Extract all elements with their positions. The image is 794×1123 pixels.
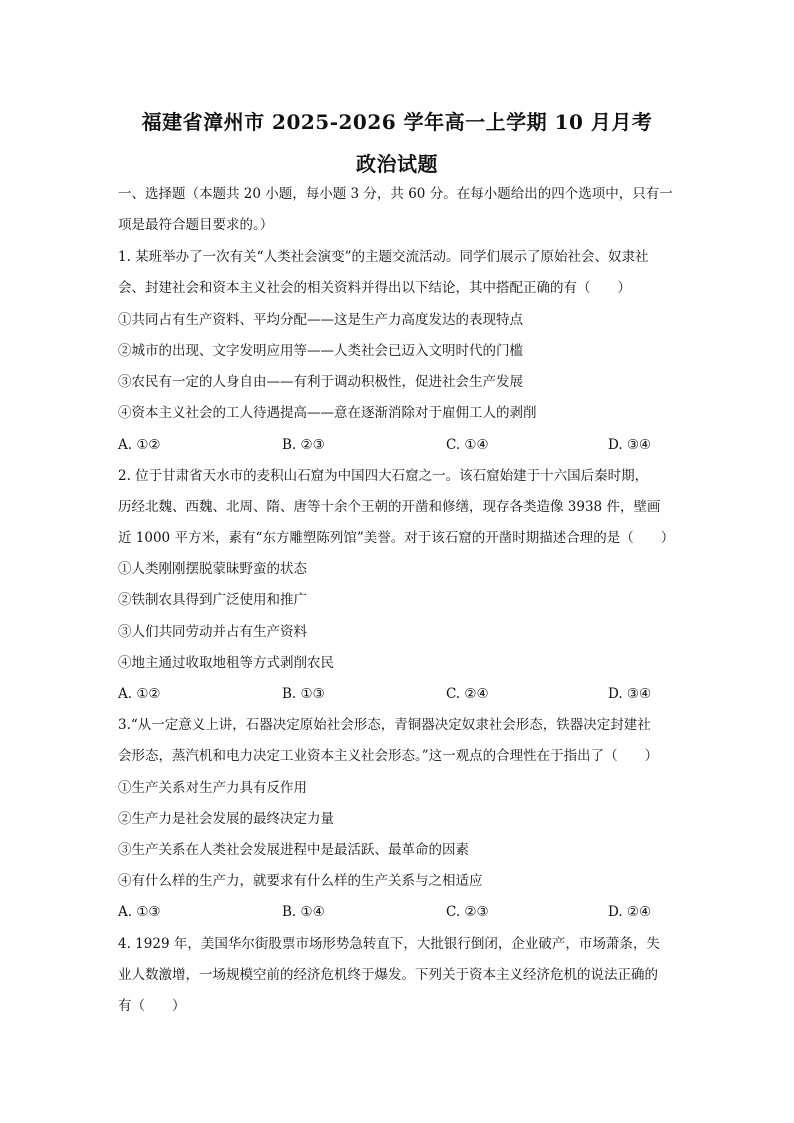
question-stem: 2. 位于甘肃省天水市的麦积山石窟为中国四大石窟之一。该石窟始建于十六国后秦时期， — [118, 468, 649, 484]
option-c[interactable]: C. ②④ — [446, 686, 489, 702]
option-a[interactable]: A. ①② — [118, 686, 161, 702]
exam-subtitle: 政治试题 — [356, 152, 438, 176]
question-stem: 4. 1929 年，美国华尔街股票市场形势急转直下，大批银行倒闭，企业破产，市场萧条，失 — [118, 936, 660, 952]
question-statement: ④资本主义社会的工人待遇提高——意在逐渐消除对于雇佣工人的剥削 — [118, 405, 537, 421]
question-statement: ①共同占有生产资料、平均分配——这是生产力高度发达的表现特点 — [118, 312, 523, 328]
question-stem: 会形态，蒸汽机和电力决定工业资本主义社会形态。”这一观点的合理性在于指出了（ ） — [118, 748, 659, 764]
question-stem: 历经北魏、西魏、北周、隋、唐等十余个王朝的开凿和修缮，现存各类造像 3938 件，壁画 — [118, 499, 661, 515]
answer-options — [118, 436, 678, 454]
question-stem: 3.“从一定意义上讲，石器决定原始社会形态，青铜器决定奴隶社会形态，铁器决定封建社 — [118, 717, 651, 733]
option-d[interactable]: D. ③④ — [608, 686, 652, 702]
option-b[interactable]: B. ①③ — [282, 686, 325, 702]
question-statement: ②生产力是社会发展的最终决定力量 — [118, 811, 334, 827]
question-statement: ②城市的出现、文字发明应用等——人类社会已迈入文明时代的门槛 — [118, 343, 523, 359]
answer-options — [118, 903, 678, 921]
option-b[interactable]: B. ②③ — [282, 437, 325, 453]
question-statement: ①人类刚刚摆脱蒙昧野蛮的状态 — [118, 561, 307, 577]
question-statement: ①生产关系对生产力具有反作用 — [118, 780, 307, 796]
section-instruction: 项是最符合题目要求的。） — [118, 217, 274, 233]
question-statement: ④有什么样的生产力，就要求有什么样的生产关系与之相适应 — [118, 873, 483, 889]
option-c[interactable]: C. ①④ — [446, 437, 489, 453]
exam-title: 福建省漳州市 2025-2026 学年高一上学期 10 月月考 — [141, 110, 653, 134]
question-stem: 有（ ） — [118, 998, 186, 1014]
option-a[interactable]: A. ①② — [118, 437, 161, 453]
question-stem: 近 1000 平方米，素有“东方雕塑陈列馆”美誉。对于该石窟的开凿时期描述合理的是（ ） — [118, 530, 675, 546]
option-d[interactable]: D. ②④ — [608, 904, 652, 920]
question-statement: ③人们共同劳动并占有生产资料 — [118, 624, 307, 640]
question-statement: ②铁制农具得到广泛使用和推广 — [118, 592, 307, 608]
option-a[interactable]: A. ①③ — [118, 904, 161, 920]
question-statement: ④地主通过收取地租等方式剥削农民 — [118, 655, 334, 671]
option-d[interactable]: D. ③④ — [608, 437, 652, 453]
question-stem: 业人数激增，一场规模空前的经济危机终于爆发。下列关于资本主义经济危机的说法正确的 — [118, 967, 658, 983]
question-stem: 会、封建社会和资本主义社会的相关资料并得出以下结论，其中搭配正确的有（ ） — [118, 280, 631, 296]
question-statement: ③生产关系在人类社会发展进程中是最活跃、最革命的因素 — [118, 842, 469, 858]
section-instruction: 一、选择题（本题共 20 小题，每小题 3 分，共 60 分。在每小题给出的四个选项中，只有一 — [118, 186, 673, 202]
option-b[interactable]: B. ①④ — [282, 904, 325, 920]
answer-options — [118, 685, 678, 703]
option-c[interactable]: C. ②③ — [446, 904, 489, 920]
question-statement: ③农民有一定的人身自由——有利于调动积极性，促进社会生产发展 — [118, 374, 523, 390]
question-stem: 1. 某班举办了一次有关“人类社会演变”的主题交流活动。同学们展示了原始社会、奴隶社 — [118, 249, 649, 265]
